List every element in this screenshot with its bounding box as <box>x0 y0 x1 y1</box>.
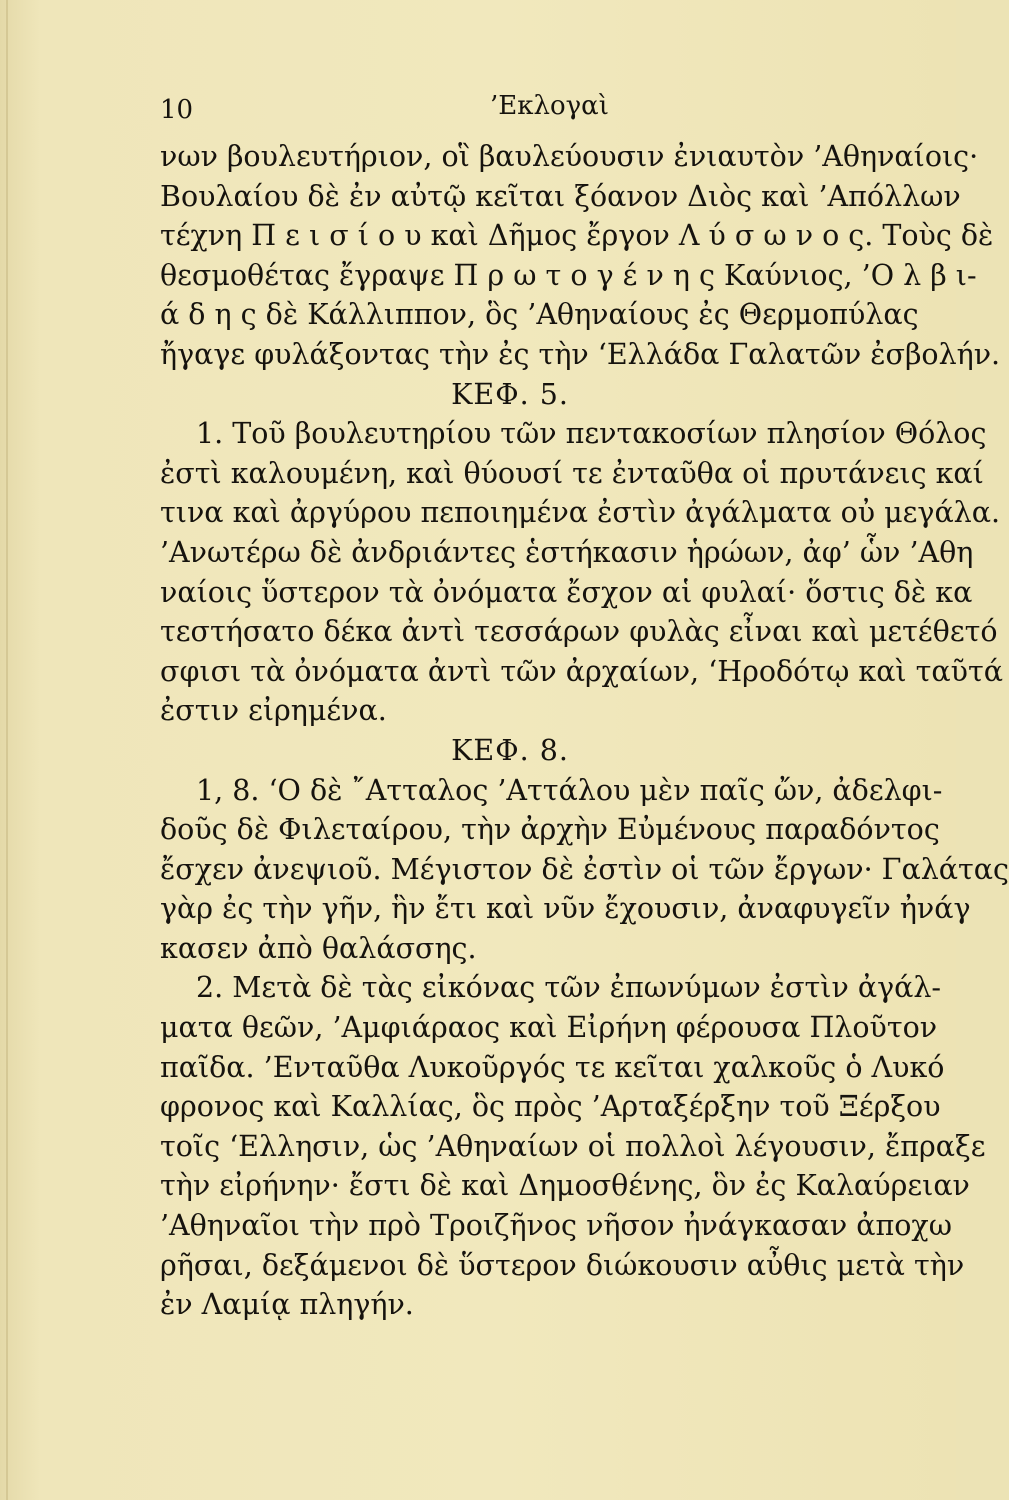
page-number: 10 <box>160 95 194 125</box>
text-line: παῖδα. ’Ενταῦθα Λυκοῦργός τε κεῖται χαλκοῦς ὁ Λυκό <box>160 1050 945 1084</box>
text-line: δοῦς δὲ Φιλεταίρου, τὴν ἀρχὴν Εὐμένους παραδόντος <box>160 813 940 847</box>
text-line: τέχνη Π ε ι σ ί ο υ καὶ Δῆμος ἔργον Λ ύ σ ω ν ο ς. Τοὺς δὲ <box>160 219 994 253</box>
running-head <box>160 85 920 137</box>
text-line: ά δ η ς δὲ Κάλλιππον, ὃς ’Αθηναίους ἐς Θερμοπύλας <box>160 298 919 332</box>
text-line: γὰρ ἐς τὴν γῆν, ἣν ἔτι καὶ νῦν ἔχουσιν, ἀναφυγεῖν ἠνάγ <box>160 892 971 926</box>
text-line: ἐν Λαμίᾳ πληγήν. <box>160 1288 414 1322</box>
text-line: τοῖς ‘Ελλησιν, ὡς ’Αθηναίων οἱ πολλοὶ λέγουσιν, ἔπραξε <box>160 1129 986 1163</box>
text-line: ρῆσαι, δεξάμενοι δὲ ὕστερον διώκουσιν αὖθις μετὰ τὴν <box>160 1248 965 1282</box>
chapter-heading: ΚΕΦ. 5. <box>451 377 569 411</box>
text-line: 1. Τοῦ βουλευτηρίου τῶν πεντακοσίων πλησίον Θόλος <box>196 417 987 451</box>
text-line: 2. Μετὰ δὲ τὰς εἰκόνας τῶν ἐπωνύμων ἐστὶν ἀγάλ- <box>196 971 942 1005</box>
text-line: ναίοις ὕστερον τὰ ὀνόματα ἔσχον αἱ φυλαί· ὅστις δὲ κα <box>160 575 973 609</box>
text-line: τὴν εἰρήνην· ἔστι δὲ καὶ Δημοσθένης, ὃν ἐς Καλαύρειαν <box>160 1169 970 1203</box>
text-line: ἐστὶ καλουμένη, καὶ θύουσί τε ἐνταῦθα οἱ πρυτάνεις καί <box>160 456 984 490</box>
text-line: σφισι τὰ ὀνόματα ἀντὶ τῶν ἀρχαίων, ‘Ηροδότῳ καὶ ταῦτά <box>160 654 1004 688</box>
text-line: τινα καὶ ἀργύρου πεποιημένα ἐστὶν ἀγάλματα οὐ μεγάλα. <box>160 496 1001 530</box>
text-line: ἐστιν εἰρημένα. <box>160 694 387 728</box>
text-line: κασεν ἀπὸ θαλάσσης. <box>160 931 477 965</box>
text-line: νων βουλευτήριον, οἳ βαυλεύουσιν ἐνιαυτὸν ’Αθηναίοις· <box>160 140 979 173</box>
text-line: ματα θεῶν, ’Αμφιάραος καὶ Εἰρήνη φέρουσα Πλοῦτον <box>160 1011 938 1045</box>
page-edge <box>6 0 8 1500</box>
text-block <box>160 85 1009 1325</box>
text-line: θεσμοθέτας ἔγραψε Π ρ ω τ ο γ έ ν η ς Καύνιος, ’Ο λ β ι- <box>160 258 977 292</box>
text-line: ’Ανωτέρω δὲ ἀνδριάντες ἑστήκασιν ἡρώων, ἀφ’ ὧν ’Αθη <box>160 535 974 569</box>
text-line: ἤγαγε φυλάξοντας τὴν ἐς τὴν ‘Ελλάδα Γαλατῶν ἐσβολήν. <box>160 337 1001 371</box>
text-line: ’Αθηναῖοι τὴν πρὸ Τροιζῆνος νῆσον ἠνάγκασαν ἀποχω <box>160 1209 952 1243</box>
text-line: τεστήσατο δέκα ἀντὶ τεσσάρων φυλὰς εἶναι καὶ μετέθετό <box>160 615 998 649</box>
chapter-heading: ΚΕΦ. 8. <box>451 733 569 767</box>
text-line: Βουλαίου δὲ ἐν αὐτῷ κεῖται ξόανον Διὸς καὶ ’Απόλλων <box>160 179 961 213</box>
text-line: ἔσχεν ἀνεψιοῦ. Μέγιστον δὲ ἐστὶν οἱ τῶν ἔργων· Γαλάτας <box>160 852 1009 886</box>
text-line: φρονος καὶ Καλλίας, ὃς πρὸς ’Αρταξέρξην τοῦ Ξέρξου <box>160 1090 941 1124</box>
text-line: 1, 8. ‘Ο δὲ ῎Ατταλος ’Αττάλου μὲν παῖς ὤν, ἀδελφι- <box>196 773 943 807</box>
running-title: ’Εκλογαὶ <box>490 91 609 121</box>
